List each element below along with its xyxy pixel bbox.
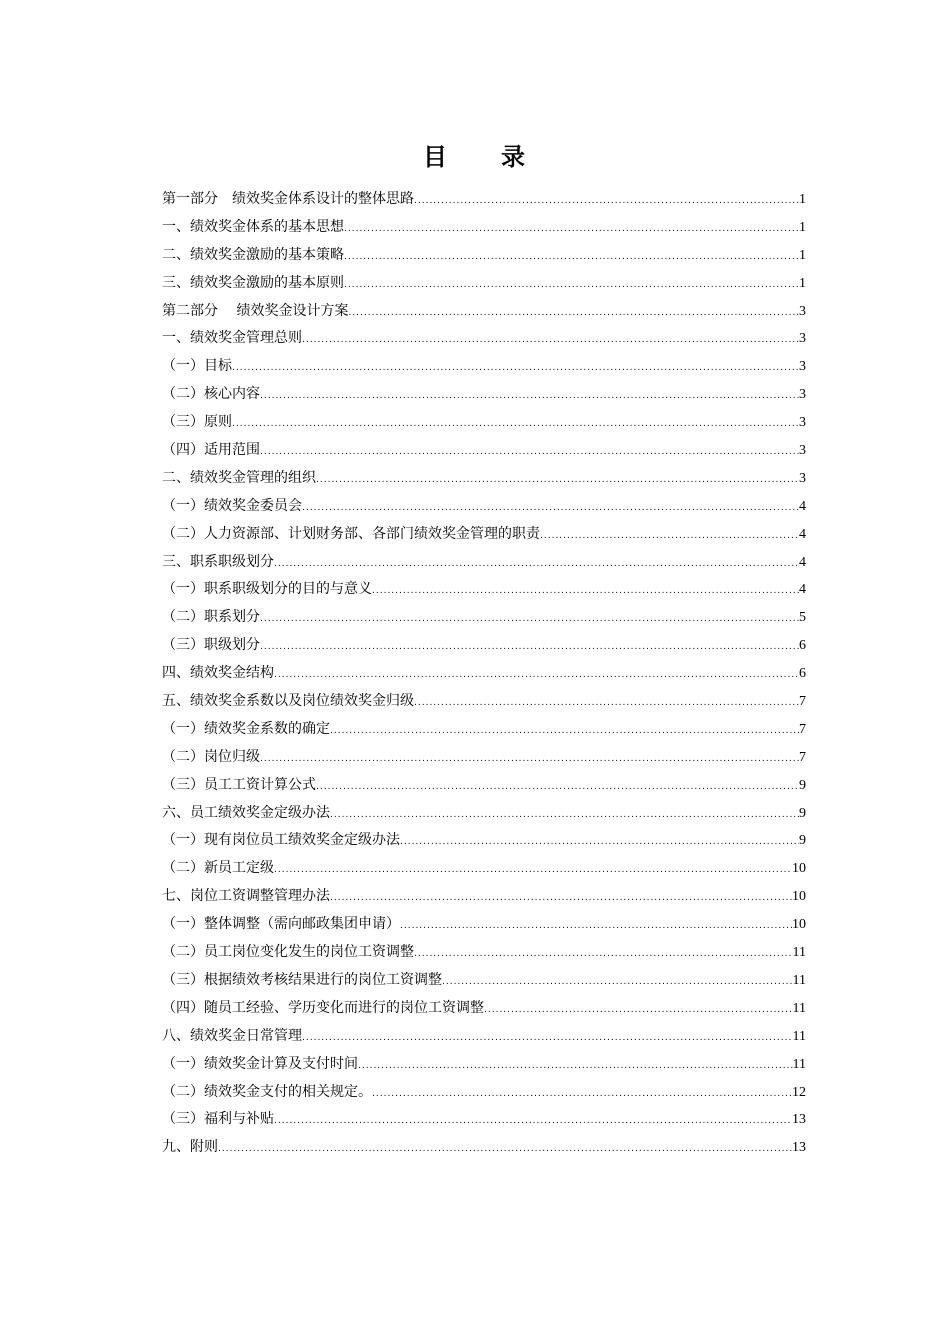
toc-dot-leader	[232, 411, 799, 439]
toc-entry[interactable]	[162, 437, 806, 465]
toc-entry[interactable]	[162, 744, 806, 772]
toc-dot-leader	[274, 857, 792, 885]
toc-entry-page-number: 11	[792, 1000, 806, 1016]
toc-entry-page-number: 3	[799, 331, 806, 347]
toc-entry-page-number: 11	[792, 972, 806, 988]
toc-dot-leader	[330, 885, 792, 913]
toc-dot-leader	[348, 300, 799, 328]
toc-dot-leader	[484, 997, 793, 1025]
toc-dot-leader	[414, 188, 799, 216]
toc-entry-page-number: 11	[792, 1028, 806, 1044]
toc-dot-leader	[372, 578, 799, 606]
toc-dot-leader	[274, 551, 799, 579]
toc-entry-label: 一、绩效奖金管理总则	[162, 330, 302, 347]
toc-entry-page-number: 1	[799, 192, 806, 207]
toc-entry-label: （四）适用范围	[162, 442, 260, 459]
toc-entry-label: （一）目标	[162, 358, 232, 375]
toc-entry[interactable]	[162, 270, 806, 298]
toc-entry-page-number: 7	[799, 749, 806, 765]
toc-dot-leader	[302, 327, 799, 355]
toc-entry-page-number: 13	[792, 1112, 806, 1128]
toc-entry-page-number: 13	[792, 1140, 806, 1156]
toc-entry[interactable]	[162, 409, 806, 437]
toc-entry-page-number: 9	[799, 805, 806, 821]
toc-entry[interactable]	[162, 995, 806, 1023]
toc-entry-page-number: 6	[799, 666, 806, 682]
toc-dot-leader	[274, 1108, 792, 1136]
toc-entry-label: （二）人力资源部、计划财务部、各部门绩效奖金管理的职责	[162, 525, 540, 542]
toc-entry-page-number: 1	[799, 219, 806, 235]
toc-entry-label: 二、绩效奖金管理的组织	[162, 469, 316, 486]
toc-dot-leader	[330, 802, 799, 830]
toc-dot-leader	[260, 746, 799, 774]
toc-dot-leader	[260, 383, 799, 411]
toc-entry-label: 八、绩效奖金日常管理	[162, 1027, 302, 1044]
toc-entry-label: （二）绩效奖金支付的相关规定。	[162, 1083, 372, 1100]
toc-entry-page-number: 7	[799, 721, 806, 737]
toc-entry-label: 三、绩效奖金激励的基本原则	[162, 274, 344, 291]
toc-entry-label: 第一部分 绩效奖金体系设计的整体思路	[162, 191, 414, 207]
toc-entry[interactable]	[162, 827, 806, 855]
toc-entry-label: （三）福利与补贴	[162, 1111, 274, 1128]
toc-entry[interactable]	[162, 967, 806, 995]
toc-entry[interactable]	[162, 883, 806, 911]
toc-entry-page-number: 9	[799, 777, 806, 793]
toc-entry-label: （二）岗位归级	[162, 748, 260, 765]
toc-entry-page-number: 5	[799, 610, 806, 626]
toc-entry[interactable]	[162, 772, 806, 800]
toc-entry[interactable]	[162, 1134, 806, 1162]
toc-entry-label: （二）职系划分	[162, 609, 260, 626]
toc-entry-label: （三）职级划分	[162, 637, 260, 654]
toc-entry[interactable]	[162, 660, 806, 688]
toc-entry-page-number: 3	[799, 443, 806, 459]
toc-dot-leader	[316, 774, 799, 802]
toc-dot-leader	[260, 634, 799, 662]
toc-entry-page-number: 9	[799, 833, 806, 849]
toc-entry[interactable]	[162, 214, 806, 242]
toc-entry[interactable]	[162, 381, 806, 409]
toc-entry-label: （一）绩效奖金委员会	[162, 497, 302, 514]
toc-entry[interactable]	[162, 939, 806, 967]
toc-dot-leader	[344, 216, 799, 244]
toc-entry[interactable]	[162, 800, 806, 828]
toc-entry-label: 四、绩效奖金结构	[162, 665, 274, 682]
toc-entry[interactable]	[162, 493, 806, 521]
toc-dot-leader	[372, 1081, 792, 1109]
toc-entry-page-number: 4	[799, 526, 806, 542]
toc-dot-leader	[274, 662, 799, 690]
toc-dot-leader	[260, 439, 799, 467]
toc-entry-page-number: 7	[799, 694, 806, 710]
toc-entry-label: （三）原则	[162, 414, 232, 431]
toc-entry-label: 九、附则	[162, 1139, 218, 1156]
toc-entry-page-number: 3	[799, 415, 806, 431]
toc-entry-page-number: 3	[799, 359, 806, 375]
toc-dot-leader	[344, 272, 799, 300]
toc-dot-leader	[302, 495, 799, 523]
toc-entry-page-number: 3	[799, 387, 806, 403]
toc-entry-page-number: 3	[799, 470, 806, 486]
toc-dot-leader	[400, 829, 799, 857]
toc-entry-page-number: 1	[799, 275, 806, 291]
toc-entry-page-number: 4	[799, 554, 806, 570]
toc-entry-label: 一、绩效奖金体系的基本思想	[162, 218, 344, 235]
toc-entry[interactable]	[162, 604, 806, 632]
toc-dot-leader	[540, 523, 799, 551]
toc-entry[interactable]	[162, 325, 806, 353]
toc-dot-leader	[442, 969, 793, 997]
toc-entry[interactable]	[162, 688, 806, 716]
toc-entry-label: （一）现有岗位员工绩效奖金定级办法	[162, 832, 400, 849]
toc-entry-label: （二）核心内容	[162, 386, 260, 403]
toc-entry-label: （一）绩效奖金系数的确定	[162, 720, 330, 737]
toc-dot-leader	[330, 718, 799, 746]
toc-dot-leader	[414, 690, 799, 718]
toc-entry-page-number: 1	[799, 247, 806, 263]
toc-entry[interactable]	[162, 855, 806, 883]
toc-entry[interactable]	[162, 298, 806, 326]
toc-entry[interactable]	[162, 716, 806, 744]
toc-title: 目 录	[423, 143, 527, 171]
toc-entry[interactable]	[162, 1106, 806, 1134]
toc-entry-label: （一）职系职级划分的目的与意义	[162, 581, 372, 598]
toc-entry[interactable]	[162, 465, 806, 493]
toc-entry[interactable]	[162, 911, 806, 939]
toc-entry-page-number: 10	[792, 861, 806, 877]
toc-entry-label: （一）绩效奖金计算及支付时间	[162, 1055, 358, 1072]
toc-entry-page-number: 10	[792, 889, 806, 905]
toc-entry[interactable]	[162, 549, 806, 577]
toc-entry[interactable]	[162, 242, 806, 270]
toc-entry-label: 二、绩效奖金激励的基本策略	[162, 246, 344, 263]
toc-entry-label: （一）整体调整（需向邮政集团申请）	[162, 916, 400, 933]
toc-entry-page-number: 4	[799, 582, 806, 598]
toc-entry-label: 七、岗位工资调整管理办法	[162, 888, 330, 905]
toc-entry[interactable]	[162, 353, 806, 381]
toc-dot-leader	[316, 467, 799, 495]
toc-entry[interactable]	[162, 186, 806, 214]
toc-dot-leader	[358, 1053, 793, 1081]
table-of-contents	[162, 186, 806, 1162]
toc-entry-label: 五、绩效奖金系数以及岗位绩效奖金归级	[162, 693, 414, 710]
toc-entry-label: （二）员工岗位变化发生的岗位工资调整	[162, 944, 414, 961]
toc-entry-label: 第二部分 绩效奖金设计方案	[162, 302, 349, 319]
toc-entry-page-number: 11	[792, 945, 806, 961]
toc-dot-leader	[218, 1136, 792, 1164]
toc-entry-page-number: 10	[792, 917, 806, 933]
toc-entry[interactable]	[162, 521, 806, 549]
toc-entry-label: 三、职系职级划分	[162, 553, 274, 570]
toc-dot-leader	[232, 355, 799, 383]
toc-dot-leader	[344, 244, 799, 272]
toc-entry[interactable]	[162, 1079, 806, 1107]
toc-dot-leader	[414, 941, 793, 969]
toc-entry-label: （二）新员工定级	[162, 860, 274, 877]
toc-entry[interactable]	[162, 576, 806, 604]
toc-entry-page-number: 6	[799, 638, 806, 654]
toc-entry-page-number: 4	[799, 498, 806, 514]
toc-entry-page-number: 3	[799, 303, 806, 319]
toc-entry[interactable]	[162, 1023, 806, 1051]
toc-entry-label: （四）随员工经验、学历变化而进行的岗位工资调整	[162, 999, 484, 1016]
toc-dot-leader	[400, 913, 792, 941]
toc-entry-page-number: 12	[792, 1084, 806, 1100]
toc-dot-leader	[302, 1025, 793, 1053]
toc-entry-label: （三）员工工资计算公式	[162, 776, 316, 793]
toc-entry[interactable]	[162, 632, 806, 660]
toc-entry-label: （三）根据绩效考核结果进行的岗位工资调整	[162, 971, 442, 988]
toc-dot-leader	[260, 606, 799, 634]
toc-entry[interactable]	[162, 1051, 806, 1079]
toc-entry-label: 六、员工绩效奖金定级办法	[162, 804, 330, 821]
toc-entry-page-number: 11	[792, 1056, 806, 1072]
